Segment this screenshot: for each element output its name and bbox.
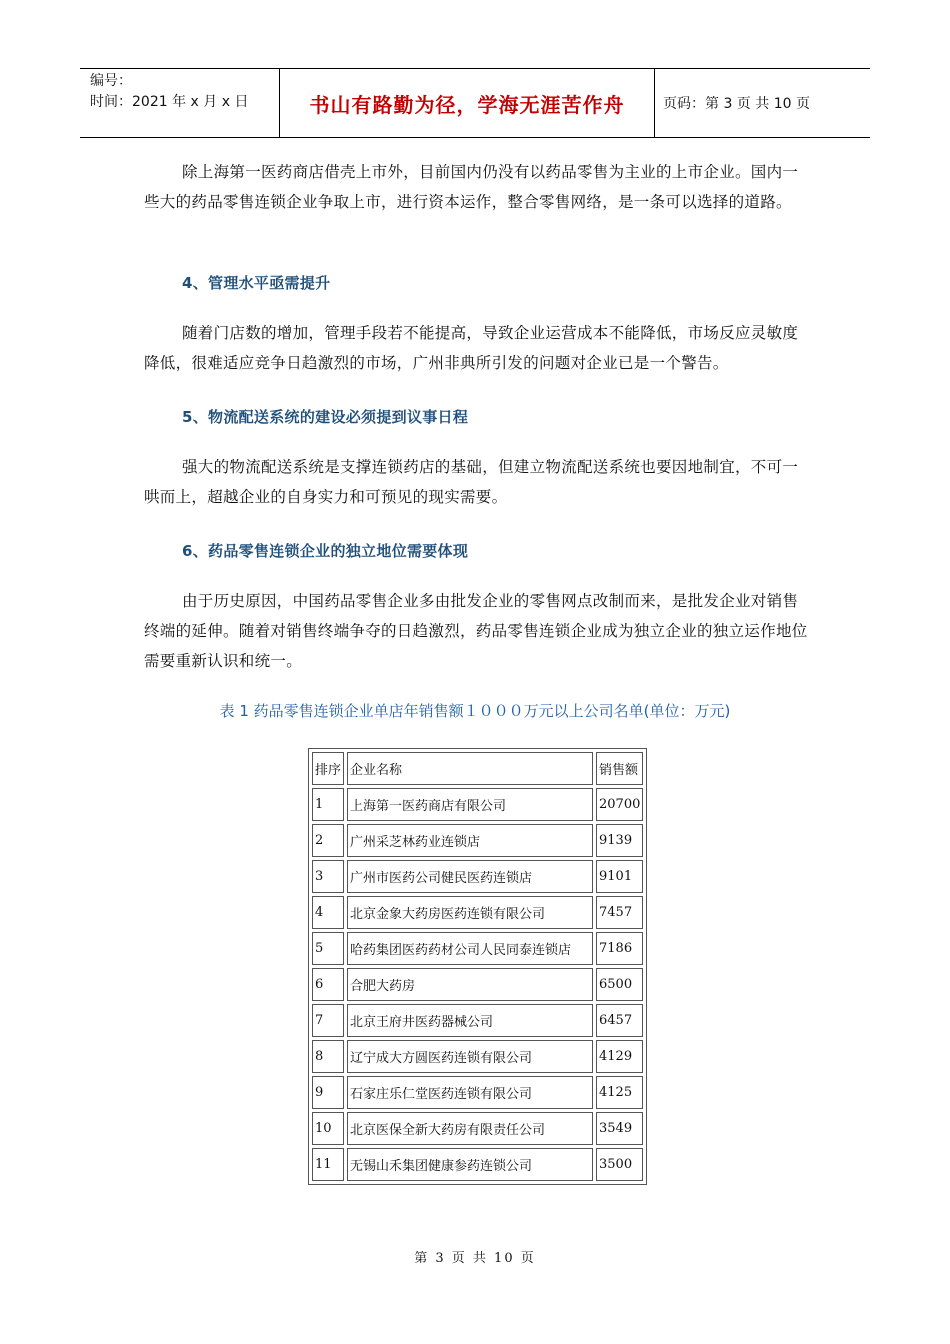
- table-row: [312, 824, 643, 857]
- company-cell: 北京金象大药房医药连锁有限公司: [347, 896, 593, 929]
- sales-cell: 9101: [596, 860, 643, 893]
- header-sales: 销售额: [596, 752, 643, 785]
- sales-cell: 4129: [596, 1040, 643, 1073]
- table-header-row: [312, 752, 643, 785]
- rank-cell: 3: [312, 860, 344, 893]
- table-row: [312, 788, 643, 821]
- heading-4: 4、管理水平亟需提升: [182, 274, 331, 292]
- table-row: [312, 1148, 643, 1181]
- paragraph-3: 强大的物流配送系统是支撑连锁药店的基础，但建立物流配送系统也要因地制宜，不可一哄而上，超越企业的自身实力和可预见的现实需要。: [144, 458, 799, 506]
- sales-cell: 7186: [596, 932, 643, 965]
- company-cell: 北京医保全新大药房有限责任公司: [347, 1112, 593, 1145]
- rank-cell: 8: [312, 1040, 344, 1073]
- sales-cell: 6500: [596, 968, 643, 1001]
- rank-cell: 1: [312, 788, 344, 821]
- table-row: [312, 896, 643, 929]
- company-cell: 石家庄乐仁堂医药连锁有限公司: [347, 1076, 593, 1109]
- rank-cell: 5: [312, 932, 344, 965]
- sales-cell: 20700: [596, 788, 643, 821]
- table-row: [312, 968, 643, 1001]
- rank-cell: 9: [312, 1076, 344, 1109]
- page-header: [80, 68, 870, 138]
- table-row: [312, 1004, 643, 1037]
- paragraph-2: 随着门店数的增加，管理手段若不能提高，导致企业运营成本不能降低，市场反应灵敏度降低，很难适应竞争日趋激烈的市场，广州非典所引发的问题对企业已是一个警告。: [144, 324, 799, 372]
- rank-cell: 10: [312, 1112, 344, 1145]
- table-row: [312, 1112, 643, 1145]
- header-rank: 排序: [312, 752, 344, 785]
- header-motto: 书山有路勤为径，学海无涯苦作舟: [280, 69, 655, 137]
- sales-cell: 7457: [596, 896, 643, 929]
- company-cell: 辽宁成大方圆医药连锁有限公司: [347, 1040, 593, 1073]
- paragraph-1: 除上海第一医药商店借壳上市外，目前国内仍没有以药品零售为主业的上市企业。国内一些大的药品零售连锁企业争取上市，进行资本运作，整合零售网络，是一条可以选择的道路。: [144, 163, 799, 211]
- sales-table: [308, 748, 647, 1185]
- rank-cell: 4: [312, 896, 344, 929]
- heading-5: 5、物流配送系统的建设必须提到议事日程: [182, 408, 469, 426]
- table-row: [312, 1076, 643, 1109]
- sales-cell: 9139: [596, 824, 643, 857]
- company-cell: 广州市医药公司健民医药连锁店: [347, 860, 593, 893]
- heading-6: 6、药品零售连锁企业的独立地位需要体现: [182, 542, 469, 560]
- company-cell: 无锡山禾集团健康参药连锁公司: [347, 1148, 593, 1181]
- rank-cell: 11: [312, 1148, 344, 1181]
- rank-cell: 2: [312, 824, 344, 857]
- company-cell: 北京王府井医药器械公司: [347, 1004, 593, 1037]
- table-caption: 表 1 药品零售连锁企业单店年销售额１０００万元以上公司名单(单位：万元): [219, 702, 731, 720]
- header-meta: [80, 69, 280, 137]
- sales-cell: 4125: [596, 1076, 643, 1109]
- company-cell: 哈药集团医药药材公司人民同泰连锁店: [347, 932, 593, 965]
- company-cell: 上海第一医药商店有限公司: [347, 788, 593, 821]
- table-row: [312, 1040, 643, 1073]
- company-cell: 合肥大药房: [347, 968, 593, 1001]
- company-cell: 广州采芝林药业连锁店: [347, 824, 593, 857]
- rank-cell: 6: [312, 968, 344, 1001]
- time-label: 时间：2021 年 x 月 x 日: [90, 94, 249, 110]
- table-row: [312, 932, 643, 965]
- rank-cell: 7: [312, 1004, 344, 1037]
- sales-cell: 3500: [596, 1148, 643, 1181]
- paragraph-4: 由于历史原因，中国药品零售企业多由批发企业的零售网点改制而来，是批发企业对销售终端的延伸。随着对销售终端争夺的日趋激烈，药品零售连锁企业成为独立企业的独立运作地位需要重新认识和统一。: [144, 592, 808, 670]
- sales-cell: 3549: [596, 1112, 643, 1145]
- number-label: 编号：: [90, 73, 132, 89]
- page-footer: 第 3 页 共 10 页: [414, 1251, 536, 1266]
- header-company: 企业名称: [347, 752, 593, 785]
- table-row: [312, 860, 643, 893]
- header-page-info: 页码：第 3 页 共 10 页: [663, 96, 810, 112]
- sales-cell: 6457: [596, 1004, 643, 1037]
